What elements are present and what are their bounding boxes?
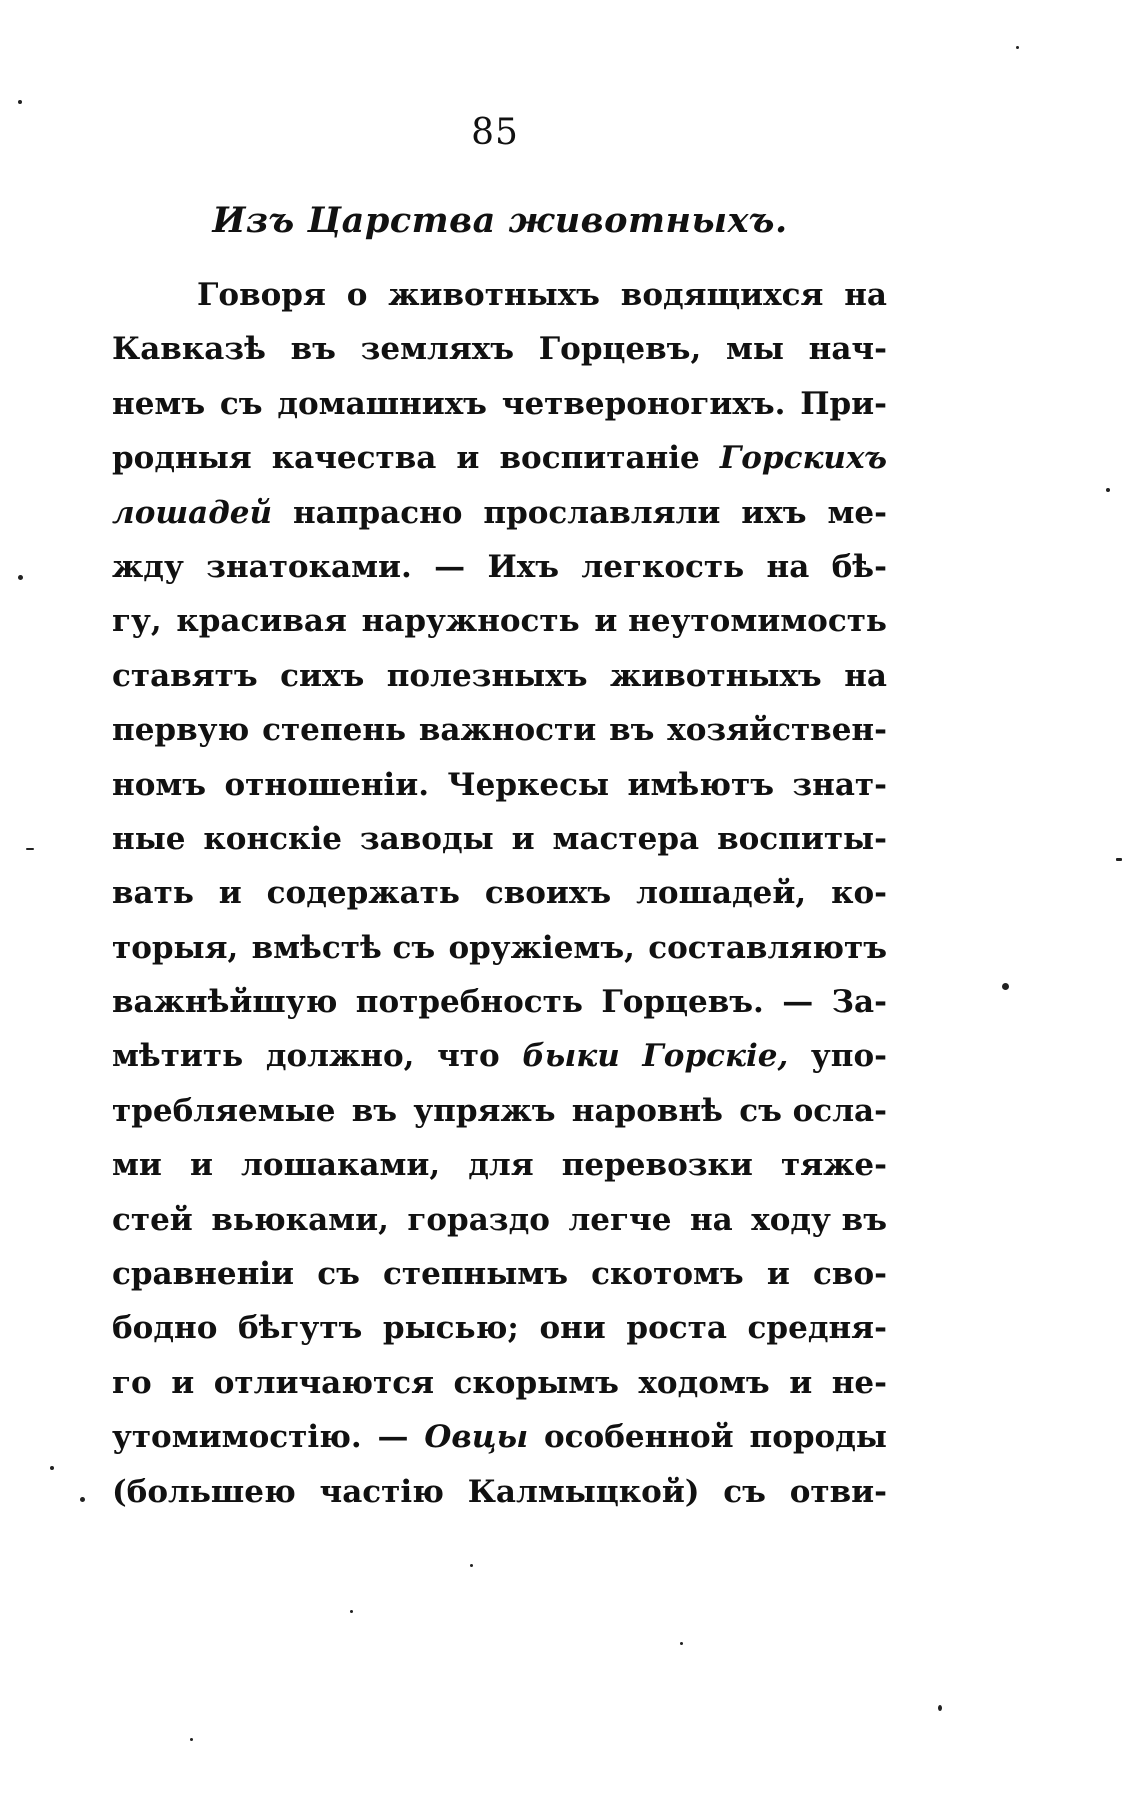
word: четвероногихъ. [501, 385, 786, 422]
word: отношеніи. [224, 766, 429, 803]
word: го [112, 1364, 152, 1401]
word: животныхъ [609, 657, 822, 694]
emphasized-word: Горскихъ [719, 440, 887, 477]
word: За- [831, 984, 887, 1021]
word: и [218, 875, 242, 912]
word: мы [725, 331, 784, 368]
word: о [346, 277, 368, 313]
word: степнымъ [383, 1256, 569, 1293]
text-line [112, 812, 887, 866]
word: гу, [112, 603, 162, 640]
text-line [112, 1247, 887, 1301]
word: важнѣйшую [112, 984, 338, 1021]
emphasized-word: быки [522, 1038, 620, 1075]
word: домашнихъ [277, 385, 487, 422]
scan-speck [18, 100, 22, 104]
word: степень [262, 712, 407, 749]
word: (большею [112, 1473, 296, 1510]
word: прославляли [483, 494, 721, 531]
word: въ [351, 1092, 398, 1129]
word: тяже- [780, 1147, 887, 1184]
word: наровнѣ [571, 1092, 723, 1129]
word: нач- [808, 331, 887, 368]
word: жду [112, 548, 184, 585]
scan-speck [1106, 488, 1110, 492]
text-line [112, 649, 887, 703]
word: мѣтить [112, 1038, 244, 1075]
word: ходомъ [638, 1364, 770, 1401]
text-line [112, 1138, 887, 1192]
word: оружіемъ, [448, 929, 635, 966]
text-line [112, 1301, 887, 1355]
word: номъ [112, 766, 207, 803]
word: и неутомимость [594, 603, 887, 640]
word: бѣгутъ [238, 1310, 363, 1347]
word: и [766, 1256, 790, 1293]
word: отличаются [213, 1364, 435, 1401]
word: и [189, 1147, 213, 1184]
word: Кавказѣ [112, 331, 266, 368]
word: При- [800, 385, 887, 422]
word: торыя, [112, 929, 239, 966]
word: вать [112, 875, 194, 912]
body-paragraph [112, 268, 887, 1519]
word: напрасно [292, 494, 463, 531]
word: воспиты- [717, 820, 887, 857]
scan-speck [680, 1642, 683, 1645]
word: перевозки [561, 1147, 753, 1184]
word: — [434, 548, 466, 585]
text-line [112, 594, 887, 648]
text-line [112, 1193, 887, 1247]
word: потребность [355, 984, 583, 1021]
text-line [112, 703, 887, 757]
word: заводы [359, 820, 494, 857]
word: съ [723, 1473, 766, 1510]
word: средня- [747, 1310, 887, 1347]
word: важности [418, 712, 597, 749]
word: имѣютъ [627, 766, 774, 803]
word: знат- [792, 766, 887, 803]
scan-speck [18, 575, 23, 580]
scan-speck [26, 848, 34, 850]
word: въ [609, 712, 655, 749]
text-line [112, 758, 887, 812]
text-line [112, 486, 887, 540]
word: воспитаніе [499, 440, 700, 477]
word: хозяйствен- [667, 712, 887, 749]
word: — [782, 984, 814, 1021]
word: — [377, 1419, 409, 1456]
word: сихъ [280, 657, 365, 694]
word: животныхъ [388, 277, 600, 313]
word: ные [112, 820, 186, 857]
word: своихъ [484, 875, 612, 912]
word: на [844, 277, 887, 313]
word: и [171, 1364, 195, 1401]
word: содержать [266, 875, 460, 912]
word: Горцевъ. [601, 984, 764, 1021]
word: скотомъ [591, 1256, 744, 1293]
word: лошадей, [636, 875, 807, 912]
word: полезныхъ [386, 657, 588, 694]
text-line [112, 1029, 887, 1083]
emphasized-word: лошадей [112, 494, 273, 531]
word: отви- [789, 1473, 887, 1510]
word: бѣ- [831, 548, 887, 585]
scan-speck [50, 1466, 54, 1470]
word: Ихъ [487, 548, 560, 585]
word: стей [112, 1201, 193, 1238]
text-line [112, 540, 887, 594]
scan-speck [350, 1610, 353, 1613]
word: земляхъ [360, 331, 515, 368]
scan-speck [190, 1738, 193, 1741]
section-heading: Изъ Царства животныхъ. [212, 200, 788, 241]
text-line [112, 1356, 887, 1410]
emphasized-word: Овцы [424, 1419, 529, 1456]
word: ихъ [741, 494, 807, 531]
word: должно, [265, 1038, 415, 1075]
word: на [766, 548, 810, 585]
word: на [844, 657, 887, 694]
word: что [437, 1038, 500, 1075]
page-number: 85 [471, 112, 519, 153]
word: немъ [112, 385, 206, 422]
word: съ [219, 385, 263, 422]
word: Говоря [197, 277, 326, 313]
word: въ [290, 331, 336, 368]
text-line [112, 921, 887, 975]
word: гораздо [407, 1201, 550, 1238]
word: рысью; [382, 1310, 519, 1347]
word: качества [271, 440, 437, 477]
text-line [112, 866, 887, 920]
word: первую [112, 712, 250, 749]
word: лошаками, [241, 1147, 441, 1184]
text-line [112, 975, 887, 1029]
word: вмѣстѣ съ [251, 929, 436, 966]
word: ко- [831, 875, 887, 912]
word: легче [568, 1201, 672, 1238]
word: на [689, 1201, 733, 1238]
word: Горцевъ, [538, 331, 702, 368]
emphasized-word: Горскіе, [642, 1038, 789, 1075]
word: Черкесы [447, 766, 610, 803]
text-line [112, 322, 887, 376]
word: и [789, 1364, 813, 1401]
word: наружность [361, 603, 580, 640]
scan-speck [80, 1497, 85, 1502]
word: породы [749, 1419, 887, 1456]
word: упряжъ [413, 1092, 556, 1129]
word: роста [626, 1310, 727, 1347]
word: ставятъ [112, 657, 258, 694]
word: утомимостію. [112, 1419, 362, 1456]
word: ми [112, 1147, 162, 1184]
word: составляютъ [648, 929, 887, 966]
word: вьюками, [211, 1201, 389, 1238]
text-line [112, 1084, 887, 1138]
word: знатоками. [206, 548, 412, 585]
word: съ осла- [739, 1092, 887, 1129]
word: бодно [112, 1310, 218, 1347]
scan-speck [1002, 983, 1009, 990]
word: легкость [581, 548, 745, 585]
word: скорымъ [453, 1364, 619, 1401]
scan-speck [470, 1564, 473, 1567]
word: съ [317, 1256, 360, 1293]
word: они [539, 1310, 606, 1347]
word: и [456, 440, 480, 477]
text-line [112, 1465, 887, 1519]
word: особенной [544, 1419, 734, 1456]
text-line [112, 268, 887, 322]
text-line [112, 1410, 887, 1464]
word: сво- [813, 1256, 887, 1293]
text-line [112, 431, 887, 485]
word: сравненіи [112, 1256, 295, 1293]
word: частію [319, 1473, 444, 1510]
word: требляемые [112, 1092, 336, 1129]
word: родныя [112, 440, 252, 477]
word: и [511, 820, 535, 857]
word: ходу въ [751, 1201, 887, 1238]
scan-speck [1016, 46, 1019, 49]
word: красивая [176, 603, 347, 640]
word: мастера [552, 820, 700, 857]
word: не- [831, 1364, 887, 1401]
word: конскіе [203, 820, 342, 857]
word: для [468, 1147, 534, 1184]
word: Калмыцкой) [467, 1473, 700, 1510]
word: упо- [810, 1038, 887, 1075]
word: ме- [827, 494, 887, 531]
scan-speck [938, 1705, 942, 1711]
text-line [112, 377, 887, 431]
word: водящихся [620, 277, 824, 313]
scan-speck [1116, 858, 1122, 861]
